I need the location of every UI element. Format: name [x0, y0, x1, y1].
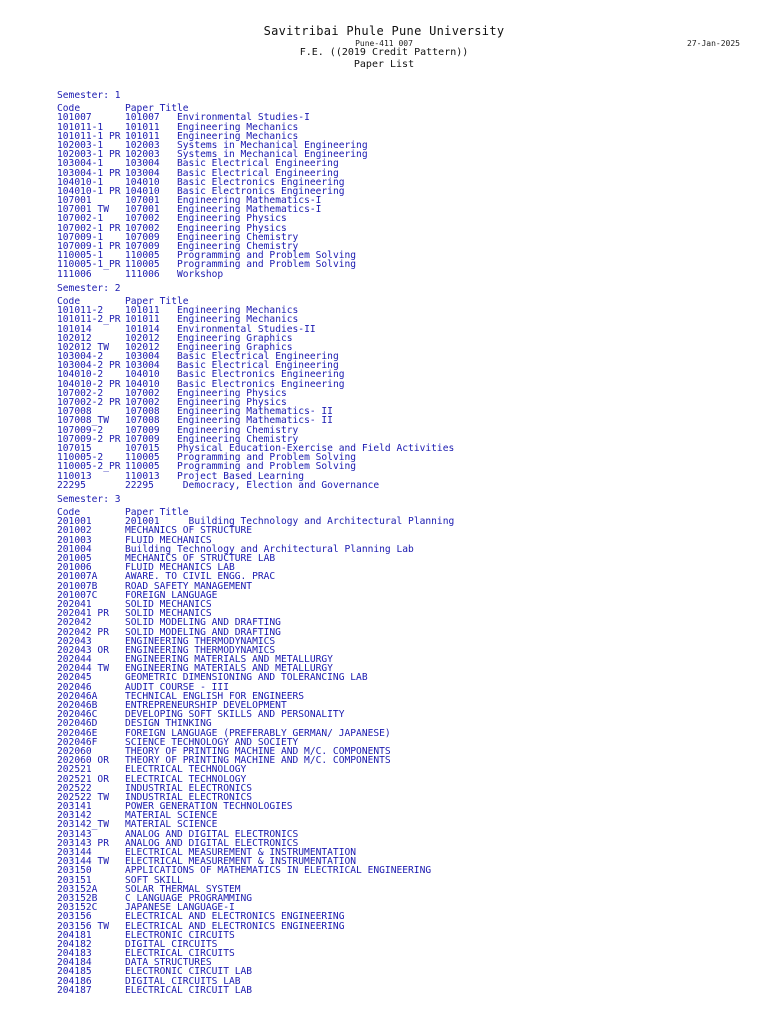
- paper-number: 101011: [125, 305, 160, 317]
- paper-row: [57, 352, 757, 361]
- paper-code: 104010-2: [57, 370, 104, 380]
- paper-number: 110005: [125, 452, 160, 464]
- paper-code: 201007A: [57, 572, 98, 582]
- semester-section: [57, 495, 757, 995]
- paper-number: 101014: [125, 323, 160, 335]
- paper-code: 203156: [57, 912, 92, 922]
- paper-code: 201005: [57, 554, 92, 564]
- paper-code: 203152B: [57, 893, 98, 904]
- paper-code: 203144_TW: [57, 857, 109, 867]
- paper-row: [57, 159, 757, 168]
- paper-title: AWARE. TO CIVIL ENGG. PRAC: [125, 571, 276, 583]
- paper-title: Basic Electrical Engineering: [177, 351, 339, 363]
- paper-code: 107015: [57, 443, 92, 454]
- paper-code: 107009-1_PR: [57, 242, 121, 252]
- paper-code: 202046A: [57, 691, 98, 702]
- semester-heading: Semester: 1: [57, 90, 121, 101]
- paper-title: DEVELOPING SOFT SKILLS AND PERSONALITY: [125, 709, 345, 721]
- paper-number: 107009: [125, 231, 160, 243]
- paper-code: 102003-1_PR: [57, 150, 121, 160]
- paper-code: 101011-2: [57, 306, 104, 316]
- paper-number: 107009: [125, 433, 160, 445]
- paper-code: 103004-2_PR: [57, 361, 121, 371]
- paper-row: [57, 325, 757, 334]
- paper-title: Basic Electronics Engineering: [177, 378, 345, 390]
- paper-code: 202046E: [57, 728, 98, 738]
- paper-code: 202042: [57, 618, 92, 628]
- paper-title: DIGITAL CIRCUITS LAB: [125, 975, 241, 987]
- paper-code: 202045: [57, 673, 92, 683]
- paper-number: 101007: [125, 112, 160, 124]
- paper-title: ELECTRICAL CIRCUIT LAB: [125, 984, 253, 996]
- paper-code: 107002-2_PR: [57, 398, 121, 408]
- paper-code: 202046: [57, 682, 92, 692]
- paper-title: Environmental Studies-I: [177, 112, 310, 124]
- paper-title: Basic Electrical Engineering: [177, 158, 339, 170]
- paper-code: 104010-1: [57, 177, 104, 187]
- paper-code: 107008: [57, 407, 92, 417]
- paper-code: 110013: [57, 471, 92, 481]
- paper-code: 101011-2_PR: [57, 315, 121, 325]
- paper-row: [57, 416, 757, 425]
- paper-code: 104010-2_PR: [57, 379, 121, 389]
- paper-title: Engineering Chemistry: [177, 433, 299, 445]
- paper-title: ELECTRICAL TECHNOLOGY: [125, 773, 247, 785]
- paper-code: 202041: [57, 599, 92, 610]
- paper-title: Engineering Mathematics- II: [177, 406, 333, 418]
- paper-code: 103004-1: [57, 159, 104, 169]
- paper-code: 101007: [57, 113, 92, 123]
- paper-number: 107009: [125, 241, 160, 253]
- paper-row: [57, 986, 757, 995]
- paper-code: 201004: [57, 544, 92, 555]
- paper-row: [57, 260, 757, 269]
- paper-title: FLUID MECHANICS LAB: [125, 562, 235, 574]
- paper-title: MECHANICS OF STRUCTURE: [125, 525, 253, 537]
- paper-title: DIGITAL CIRCUITS: [125, 938, 218, 950]
- paper-title: ENGINEERING MATERIALS AND METALLURGY: [125, 654, 333, 666]
- paper-number: 107002: [125, 222, 160, 234]
- paper-code: 107009-2: [57, 425, 104, 435]
- paper-number: 110005: [125, 250, 160, 262]
- paper-code: 103004-1_PR: [57, 168, 121, 178]
- paper-code: 202041_PR: [57, 609, 109, 619]
- paper-number: 107008: [125, 406, 160, 418]
- paper-title: Programming and Problem Solving: [177, 452, 357, 464]
- paper-number: 101011: [125, 121, 160, 133]
- paper-code: 203144: [57, 848, 92, 858]
- semester-section: [57, 284, 757, 490]
- paper-row: [57, 370, 757, 379]
- paper-number: 103004: [125, 158, 160, 170]
- paper-code: 202060: [57, 746, 92, 757]
- paper-code: 201003: [57, 535, 92, 545]
- paper-number: 107002: [125, 213, 160, 225]
- paper-title: Physical Education-Exercise and Field Activities: [177, 442, 455, 454]
- paper-row: [57, 389, 757, 398]
- paper-title: ELECTRONIC CIRCUITS: [125, 929, 235, 941]
- paper-row: [57, 123, 757, 132]
- paper-code: 203143_PR: [57, 838, 109, 849]
- paper-title: GEOMETRIC DIMENSIONING AND TOLERANCING LAB: [125, 672, 368, 684]
- paper-title: Engineering Mathematics- II: [177, 415, 333, 427]
- paper-title: FOREIGN LANGUAGE: [125, 589, 218, 601]
- paper-number: 22295: [125, 479, 154, 491]
- paper-number: 107008: [125, 415, 160, 427]
- paper-row: [57, 169, 757, 178]
- paper-code: 203141: [57, 802, 92, 812]
- paper-code: 107002-1_PR: [57, 223, 121, 233]
- paper-title: ENTREPRENEURSHIP DEVELOPMENT: [125, 700, 287, 712]
- paper-title: ROAD SAFETY MANAGEMENT: [125, 580, 253, 592]
- paper-code: 204183: [57, 949, 92, 959]
- paper-code: 110005-1_PR: [57, 260, 121, 270]
- paper-title: SOLAR THERMAL SYSTEM: [125, 883, 241, 895]
- paper-title: Engineering Graphics: [177, 332, 293, 344]
- paper-code: 202043_OR: [57, 645, 109, 656]
- paper-row: [57, 361, 757, 370]
- paper-number: 102003: [125, 139, 160, 151]
- paper-code: 204184: [57, 958, 92, 968]
- paper-code: 202046F: [57, 737, 98, 747]
- paper-code: 203152C: [57, 903, 98, 913]
- paper-code: 201007B: [57, 581, 98, 591]
- paper-code: 204181: [57, 930, 92, 940]
- paper-code: 202521_OR: [57, 774, 109, 784]
- paper-row: [57, 113, 757, 122]
- paper-title: Engineering Physics: [177, 222, 287, 234]
- paper-title: SOLID MECHANICS: [125, 608, 212, 620]
- paper-number: 103004: [125, 360, 160, 372]
- paper-number: 101011: [125, 130, 160, 142]
- semester-heading: Semester: 2: [57, 282, 121, 294]
- paper-title: Democracy, Election and Governance: [177, 479, 380, 491]
- paper-number: 107002: [125, 397, 160, 409]
- paper-title: Systems in Mechanical Engineering: [177, 139, 368, 151]
- paper-title: Workshop: [177, 268, 224, 280]
- paper-row: [57, 251, 757, 260]
- paper-title: SOFT SKILL: [125, 874, 183, 886]
- course-pattern-heading: F.E. ((2019 Credit Pattern)): [299, 47, 469, 58]
- paper-code: 107008_TW: [57, 416, 109, 426]
- paper-code: 203150: [57, 866, 92, 876]
- paper-number: 107001: [125, 195, 160, 207]
- paper-number: 111006: [125, 268, 160, 280]
- paper-code: 201002: [57, 526, 92, 536]
- paper-title-column-header: Paper Title: [125, 295, 189, 307]
- report-date: 27-Jan-2025: [687, 39, 740, 48]
- paper-title: SCIENCE TECHNOLOGY AND SOCIETY: [125, 736, 299, 748]
- paper-title: POWER GENERATION TECHNOLOGIES: [125, 801, 293, 813]
- paper-code: 201006: [57, 563, 92, 573]
- paper-number: 201001: [125, 516, 160, 528]
- paper-code: 203143: [57, 829, 92, 839]
- paper-row: [57, 196, 757, 205]
- paper-title: SOLID MECHANICS: [125, 598, 212, 610]
- paper-code: 107009-2_PR: [57, 434, 121, 444]
- paper-row: [57, 187, 757, 196]
- paper-row: [57, 334, 757, 343]
- paper-number: 107015: [125, 442, 160, 454]
- paper-title: MECHANICS OF STRUCTURE LAB: [125, 553, 276, 565]
- paper-title: ENGINEERING THERMODYNAMICS: [125, 635, 276, 647]
- paper-title: Basic Electronics Engineering: [177, 369, 345, 381]
- paper-number: 110013: [125, 470, 160, 482]
- paper-code: 202522: [57, 783, 92, 793]
- paper-row: [57, 380, 757, 389]
- paper-title: Basic Electronics Engineering: [177, 185, 345, 197]
- paper-code: 204187: [57, 985, 92, 996]
- paper-code: 203151: [57, 875, 92, 885]
- paper-row: [57, 306, 757, 315]
- paper-title: Engineering Chemistry: [177, 231, 299, 243]
- paper-title: DATA STRUCTURES: [125, 957, 212, 969]
- paper-code: 107002-1: [57, 214, 104, 224]
- paper-title: Environmental Studies-II: [177, 323, 316, 335]
- paper-title: JAPANESE LANGUAGE-I: [125, 902, 235, 914]
- paper-row: [57, 242, 757, 251]
- paper-title: ANALOG AND DIGITAL ELECTRONICS: [125, 837, 299, 849]
- paper-title: Engineering Physics: [177, 397, 287, 409]
- paper-row: [57, 444, 757, 453]
- paper-row: [57, 426, 757, 435]
- paper-row: [57, 481, 757, 490]
- paper-title: AUDIT COURSE - III: [125, 681, 229, 693]
- paper-title-column-header: Paper Title: [125, 507, 189, 519]
- paper-title: FOREIGN LANGUAGE (PREFERABLY GERMAN/ JAPANESE): [125, 727, 391, 739]
- paper-list-heading: Paper List: [353, 59, 415, 70]
- paper-code: 201001: [57, 517, 92, 527]
- paper-code: 101011-1: [57, 122, 104, 132]
- paper-title: Engineering Mechanics: [177, 305, 299, 317]
- paper-row: [57, 315, 757, 324]
- paper-title: Engineering Mechanics: [177, 121, 299, 133]
- paper-number: 102003: [125, 149, 160, 161]
- paper-title: DESIGN THINKING: [125, 718, 212, 730]
- paper-title: Engineering Physics: [177, 387, 287, 399]
- paper-code: 204185: [57, 967, 92, 977]
- paper-title: C LANGUAGE PROGRAMMING: [125, 892, 253, 904]
- paper-title: SOLID MODELING AND DRAFTING: [125, 626, 281, 638]
- paper-number: 102012: [125, 341, 160, 353]
- column-header-row: [57, 297, 757, 306]
- paper-code: 107002-2: [57, 388, 104, 399]
- paper-row: [57, 270, 757, 279]
- paper-title: ANALOG AND DIGITAL ELECTRONICS: [125, 828, 299, 840]
- paper-number: 101011: [125, 314, 160, 326]
- paper-list-body: [57, 91, 757, 995]
- paper-code: 202044_TW: [57, 664, 109, 674]
- paper-title: ELECTRICAL AND ELECTRONICS ENGINEERING: [125, 911, 345, 923]
- paper-row: [57, 233, 757, 242]
- paper-title: INDUSTRIAL ELECTRONICS: [125, 791, 253, 803]
- paper-title: ELECTRICAL MEASUREMENT & INSTRUMENTATION: [125, 856, 357, 868]
- paper-number: 102012: [125, 332, 160, 344]
- paper-code: 202046B: [57, 701, 98, 711]
- paper-title: Programming and Problem Solving: [177, 259, 357, 271]
- paper-code: 22295: [57, 480, 86, 490]
- code-column-header: Code: [57, 296, 81, 307]
- paper-number: 107009: [125, 424, 160, 436]
- paper-code: 110005-2_PR: [57, 462, 121, 472]
- paper-code: 107001: [57, 196, 92, 206]
- paper-title: Engineering Chemistry: [177, 424, 299, 436]
- paper-row: [57, 472, 757, 481]
- paper-number: 104010: [125, 185, 160, 197]
- paper-row: [57, 462, 757, 471]
- paper-row: [57, 453, 757, 462]
- paper-code: 202522_TW: [57, 792, 109, 803]
- paper-title: Programming and Problem Solving: [177, 250, 357, 262]
- paper-title: Project Based Learning: [177, 470, 305, 482]
- paper-code: 203152A: [57, 884, 98, 894]
- paper-code: 101014: [57, 324, 92, 334]
- paper-title: ENGINEERING THERMODYNAMICS: [125, 644, 276, 656]
- paper-title: ELECTRICAL TECHNOLOGY: [125, 764, 247, 776]
- paper-row: [57, 141, 757, 150]
- paper-title-column-header: Paper Title: [125, 103, 189, 115]
- paper-code: 201007C: [57, 590, 98, 600]
- paper-title: TECHNICAL ENGLISH FOR ENGINEERS: [125, 690, 305, 702]
- paper-code: 203142: [57, 811, 92, 821]
- paper-code: 204182: [57, 939, 92, 950]
- paper-title: Engineering Mathematics-I: [177, 204, 322, 216]
- paper-title: ENGINEERING MATERIALS AND METALLURGY: [125, 663, 333, 675]
- paper-title: Building Technology and Architectural Planning: [177, 516, 455, 528]
- paper-title: Programming and Problem Solving: [177, 461, 357, 473]
- paper-title: THEORY OF PRINTING MACHINE AND M/C. COMPONENTS: [125, 755, 391, 767]
- paper-title: Engineering Chemistry: [177, 241, 299, 253]
- paper-number: 104010: [125, 176, 160, 188]
- paper-title: Building Technology and Architectural Planning Lab: [125, 543, 414, 555]
- paper-code: 107001_TW: [57, 205, 109, 215]
- paper-code: 103004-2: [57, 352, 104, 362]
- paper-code: 111006: [57, 269, 92, 279]
- paper-number: 103004: [125, 351, 160, 363]
- code-column-header: Code: [57, 104, 81, 114]
- paper-number: 110005: [125, 259, 160, 271]
- paper-code: 202521: [57, 765, 92, 775]
- paper-code: 101011-1_PR: [57, 131, 121, 141]
- paper-row: [57, 224, 757, 233]
- paper-title: ELECTRICAL AND ELECTRONICS ENGINEERING: [125, 920, 345, 932]
- code-column-header: Code: [57, 508, 81, 518]
- paper-title: MATERIAL SCIENCE: [125, 819, 218, 831]
- paper-code: 202043: [57, 636, 92, 646]
- paper-title: Engineering Mechanics: [177, 314, 299, 326]
- paper-title: Engineering Graphics: [177, 341, 293, 353]
- paper-code: 202042_PR: [57, 627, 109, 637]
- paper-title: Engineering Mathematics-I: [177, 195, 322, 207]
- university-address: Pune-411 007: [355, 39, 413, 48]
- paper-title: INDUSTRIAL ELECTRONICS: [125, 782, 253, 794]
- paper-code: 102012: [57, 333, 92, 343]
- paper-title: SOLID MODELING AND DRAFTING: [125, 617, 281, 629]
- paper-row: [57, 178, 757, 187]
- paper-title: Systems in Mechanical Engineering: [177, 149, 368, 161]
- paper-title: THEORY OF PRINTING MACHINE AND M/C. COMPONENTS: [125, 745, 391, 757]
- paper-code: 203142_TW: [57, 820, 109, 830]
- paper-row: [57, 150, 757, 159]
- paper-code: 202046D: [57, 719, 98, 729]
- paper-code: 203156_TW: [57, 921, 109, 931]
- semester-heading: Semester: 3: [57, 493, 121, 505]
- paper-number: 110005: [125, 461, 160, 473]
- paper-code: 202046C: [57, 710, 98, 720]
- paper-number: 103004: [125, 167, 160, 179]
- university-title: Savitribai Phule Pune University: [263, 24, 505, 38]
- paper-title: FLUID MECHANICS: [125, 534, 212, 546]
- paper-code: 102012_TW: [57, 342, 109, 353]
- paper-number: 107002: [125, 387, 160, 399]
- paper-code: 107009-1: [57, 232, 104, 243]
- paper-title: ELECTRONIC CIRCUIT LAB: [125, 966, 253, 978]
- paper-number: 104010: [125, 378, 160, 390]
- paper-code: 110005-2: [57, 453, 104, 463]
- paper-row: [57, 343, 757, 352]
- paper-title: APPLICATIONS OF MATHEMATICS IN ELECTRICAL ENGINEERING: [125, 865, 432, 877]
- paper-number: 107001: [125, 204, 160, 216]
- paper-row: [57, 407, 757, 416]
- paper-title: Engineering Mechanics: [177, 130, 299, 142]
- paper-title: ELECTRICAL CIRCUITS: [125, 948, 235, 960]
- paper-row: [57, 132, 757, 141]
- paper-code: 110005-1: [57, 251, 104, 261]
- column-header-row: [57, 104, 757, 113]
- paper-row: [57, 398, 757, 407]
- paper-title: Engineering Physics: [177, 213, 287, 225]
- paper-title: MATERIAL SCIENCE: [125, 810, 218, 822]
- paper-code: 104010-1_PR: [57, 186, 121, 197]
- paper-title: ELECTRICAL MEASUREMENT & INSTRUMENTATION: [125, 847, 357, 859]
- paper-number: 104010: [125, 369, 160, 381]
- paper-code: 202044: [57, 655, 92, 665]
- paper-title: Basic Electronics Engineering: [177, 176, 345, 188]
- paper-code: 204186: [57, 976, 92, 986]
- paper-title: Basic Electrical Engineering: [177, 360, 339, 372]
- paper-code: 102003-1: [57, 140, 104, 151]
- paper-row: [57, 214, 757, 223]
- paper-code: 202060_OR: [57, 756, 109, 766]
- paper-title: Basic Electrical Engineering: [177, 167, 339, 179]
- paper-row: [57, 205, 757, 214]
- semester-section: [57, 91, 757, 279]
